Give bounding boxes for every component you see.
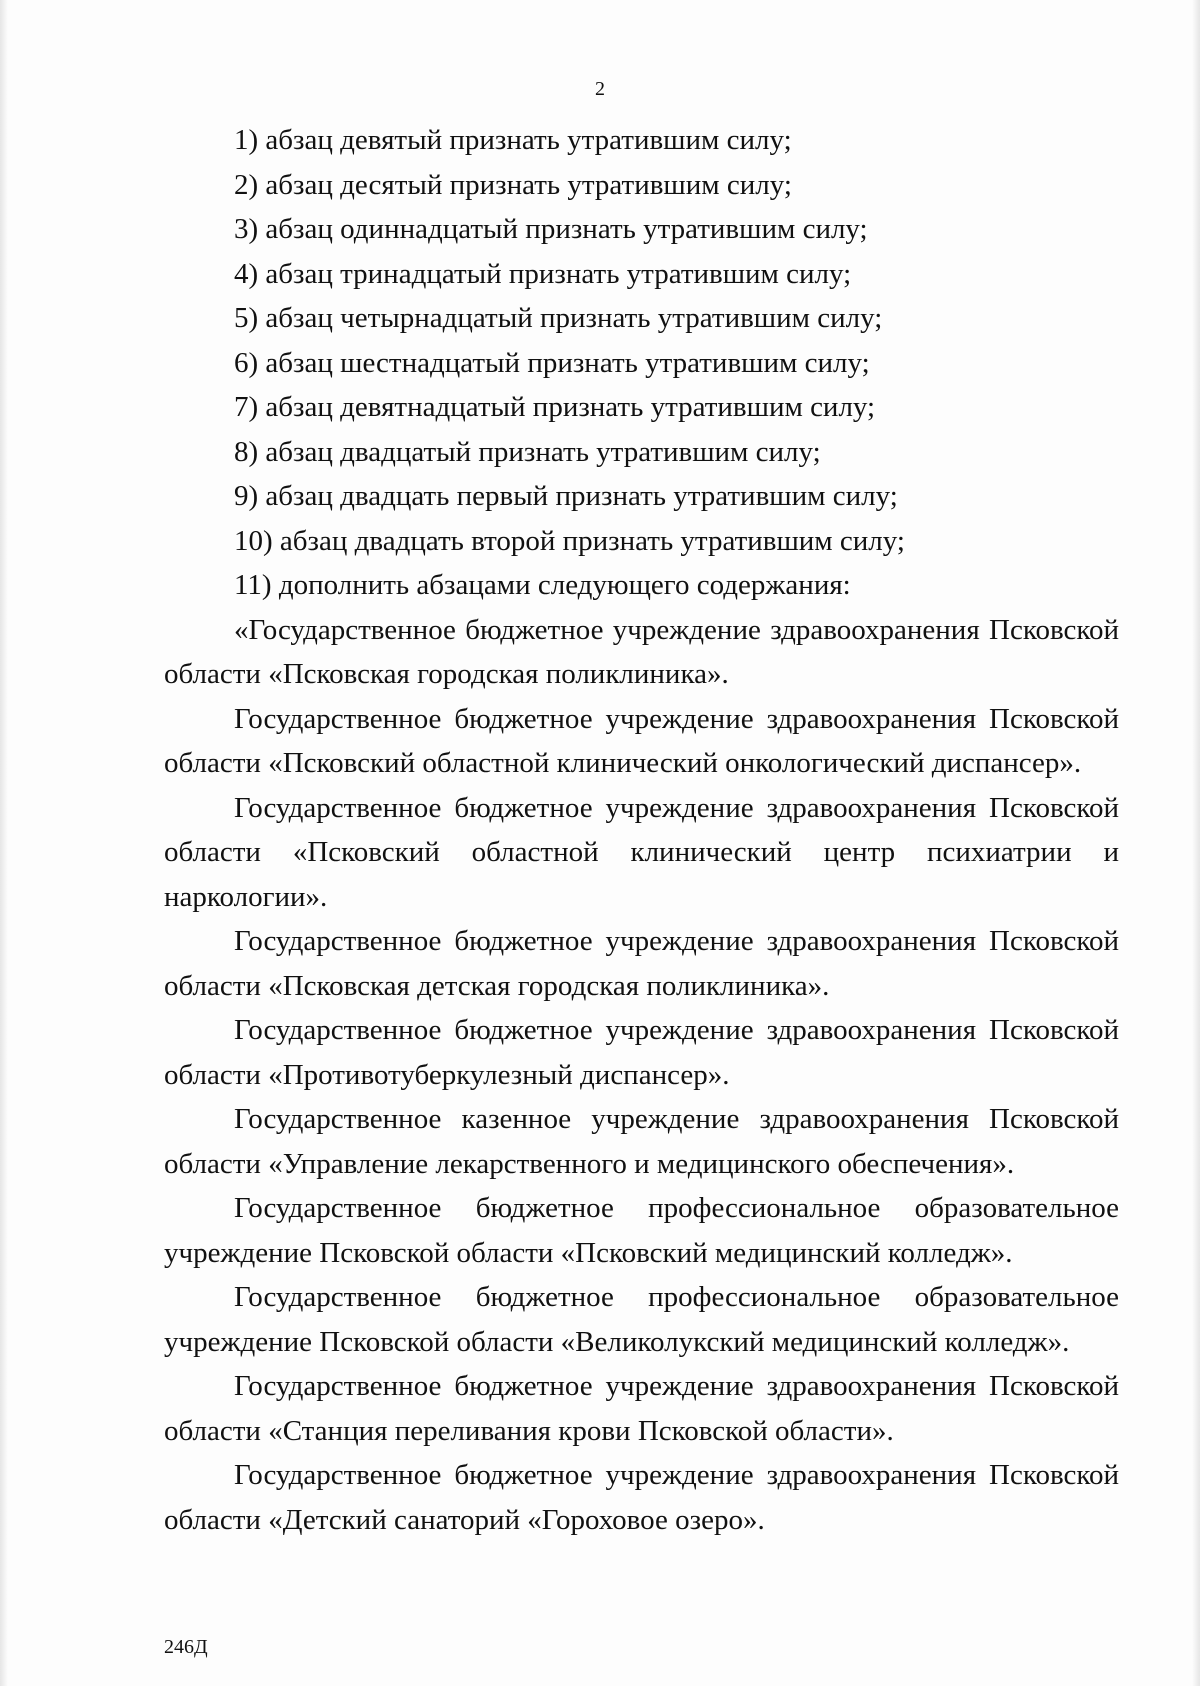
document-code: 246Д xyxy=(164,1636,208,1658)
institution-paragraph: Государственное бюджетное учреждение здравоохранения Псковской области «Противотуберкулезный диспансер». xyxy=(164,1014,1119,1091)
document-body xyxy=(164,118,1119,1542)
institution-paragraph: Государственное бюджетное учреждение здравоохранения Псковской области «Псковский областной клинический центр психиатрии и наркологии». xyxy=(164,791,1119,913)
institution-paragraph: «Государственное бюджетное учреждение здравоохранения Псковской области «Псковская городская поликлиника». xyxy=(164,613,1119,690)
list-item: 11) дополнить абзацами следующего содержания: xyxy=(234,569,851,601)
list-item: 5) абзац четырнадцатый признать утратившим силу; xyxy=(234,302,883,334)
list-item: 3) абзац одиннадцатый признать утратившим силу; xyxy=(234,213,868,245)
scan-edge-right xyxy=(1192,0,1200,1686)
institution-paragraph: Государственное бюджетное учреждение здравоохранения Псковской области «Детский санаторий «Гороховое озеро». xyxy=(164,1459,1119,1536)
list-item: 8) абзац двадцатый признать утратившим силу; xyxy=(234,435,821,468)
list-item: 6) абзац шестнадцатый признать утратившим силу; xyxy=(234,346,870,379)
list-item: 1) абзац девятый признать утратившим силу; xyxy=(234,124,792,156)
list-item: 4) абзац тринадцатый признать утратившим силу; xyxy=(234,257,852,290)
institution-paragraph: Государственное бюджетное учреждение здравоохранения Псковской области «Псковский областной клинический онкологический диспансер». xyxy=(164,702,1119,779)
institution-paragraph: Государственное бюджетное учреждение здравоохранения Псковской области «Станция переливания крови Псковской области». xyxy=(164,1370,1119,1447)
list-item: 9) абзац двадцать первый признать утратившим силу; xyxy=(234,480,898,512)
list-item: 2) абзац десятый признать утратившим силу; xyxy=(234,168,792,201)
institution-paragraph: Государственное бюджетное учреждение здравоохранения Псковской области «Псковская детская городская поликлиника». xyxy=(164,925,1119,1002)
list-item: 10) абзац двадцать второй признать утратившим силу; xyxy=(234,524,905,557)
institution-paragraph: Государственное бюджетное профессиональное образовательное учреждение Псковской области «Великолукский медицинский колледж». xyxy=(164,1281,1119,1358)
institution-paragraph: Государственное казенное учреждение здравоохранения Псковской области «Управление лекарственного и медицинского обеспечения». xyxy=(164,1103,1119,1180)
page-number: 2 xyxy=(595,78,605,100)
list-item: 7) абзац девятнадцатый признать утратившим силу; xyxy=(234,391,876,423)
institution-paragraph: Государственное бюджетное профессиональное образовательное учреждение Псковской области «Псковский медицинский колледж». xyxy=(164,1192,1119,1269)
scan-edge-left xyxy=(0,0,8,1686)
